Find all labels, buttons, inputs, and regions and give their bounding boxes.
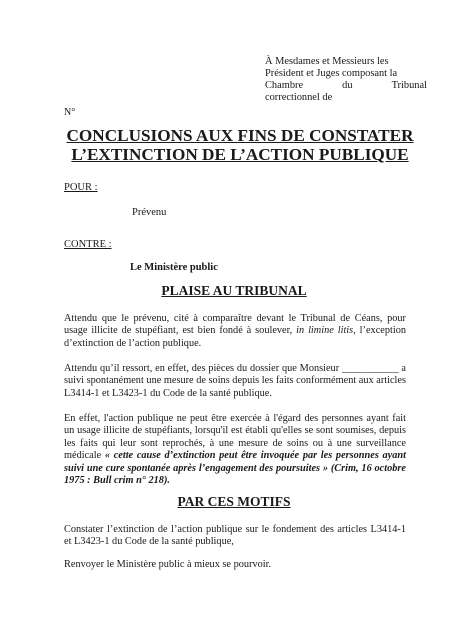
addressee-line: Président et Juges composant la: [265, 68, 398, 79]
contre-label: CONTRE :: [64, 239, 112, 250]
plaise-heading: PLAISE AU TRIBUNAL: [161, 283, 307, 298]
addressee-line: correctionnel de: [265, 92, 333, 103]
paragraph-soins: Attendu qu’il ressort, en effet, des pièces du dossier que Monsieur ___________ a suivi spontanément une mesure de soins depuis les faits conformément aux articles L3414-1 et L3423-1 du Code de la santé publique.: [64, 363, 406, 399]
paragraph-renvoyer: Renvoyer le Ministère public à mieux se pourvoir.: [64, 559, 272, 570]
addressee-block: [265, 56, 427, 104]
paragraph-jurisprudence: [64, 413, 406, 487]
pour-party: Prévenu: [132, 207, 167, 218]
addressee-word: du: [342, 80, 353, 91]
latin-term: in limine litis: [296, 325, 354, 337]
addressee-word: Chambre: [265, 80, 304, 91]
text-run: Attendu que le prévenu, cité à comparaître devant le Tribunal de Céans, pour usage illicite de stupéfiant, est bien fondé à soulever,: [64, 313, 406, 337]
document-title: [60, 126, 420, 164]
addressee-word: Tribunal: [391, 80, 427, 91]
paragraph-constater: Constater l’extinction de l’action publique sur le fondement des articles L3414-1 et L3423-1 du Code de la santé publique,: [64, 524, 406, 548]
addressee-line: À Mesdames et Messieurs les: [265, 56, 389, 67]
case-number-label: N°: [64, 107, 76, 118]
paragraph-exception: [64, 313, 406, 350]
quotation: « cette cause d’extinction peut être invoquée par les personnes ayant suivi une cure spontanée après l’engagement des poursuites »: [64, 450, 406, 474]
title-line-1: CONCLUSIONS AUX FINS DE CONSTATER: [66, 126, 414, 145]
citation: (Crim, 16 octobre 1975 : Bull crim n° 218).: [64, 462, 406, 487]
title-line-2: L’EXTINCTION DE L’ACTION PUBLIQUE: [71, 145, 409, 164]
text-run: , l’exception d’extinction de l’action publique.: [64, 325, 406, 349]
addressee-line: [265, 80, 427, 92]
pour-label: POUR :: [64, 182, 98, 193]
motifs-heading: PAR CES MOTIFS: [177, 494, 291, 509]
text-run: En effet, l'action publique ne peut être exercée à l'égard des personnes ayant fait un usage illicite de stupéfiants, lorsqu'il est établi qu'elles se sont soumises, depuis les faits qui leur sont reprochés, à une mesure de soins ou à une surveillance médicale: [64, 413, 406, 462]
contre-party: Le Ministère public: [130, 262, 218, 273]
